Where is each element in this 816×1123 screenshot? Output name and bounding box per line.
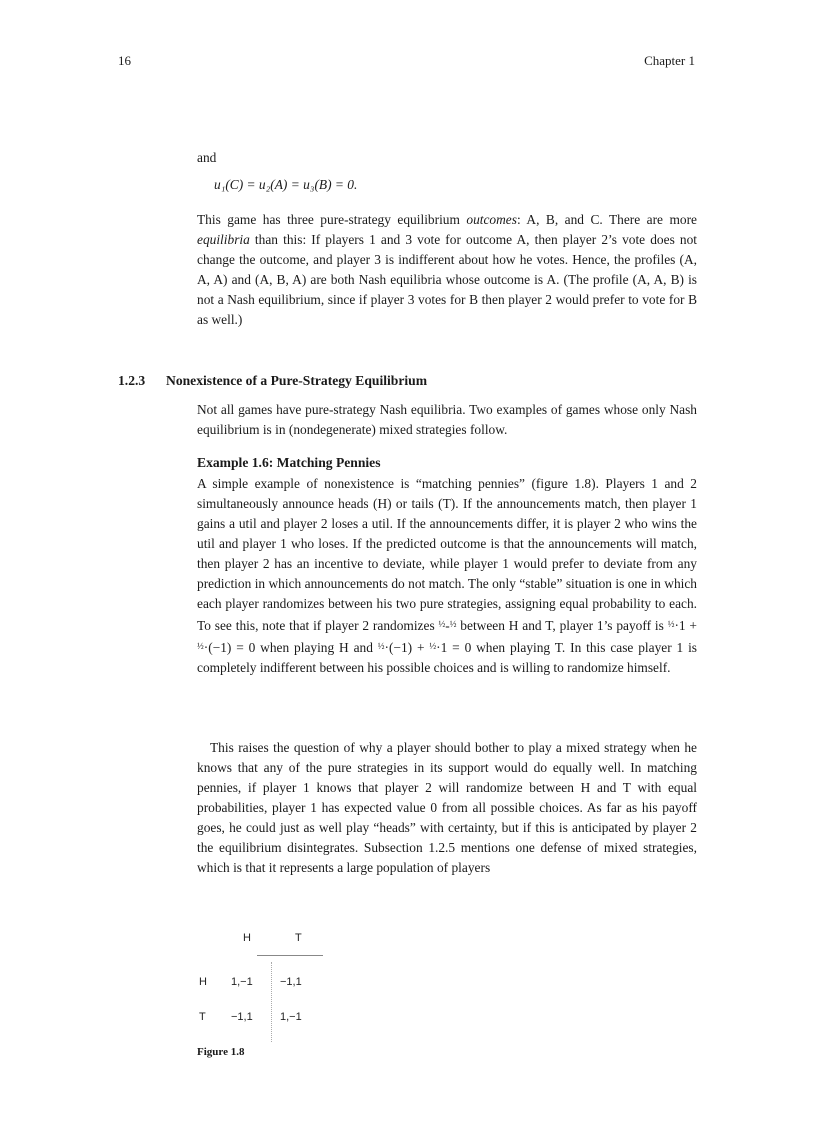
- matrix-cell-ht: −1,1: [280, 976, 302, 988]
- matrix-cell-hh: 1,−1: [231, 976, 253, 988]
- matrix-col-label-h: H: [243, 932, 251, 944]
- fraction-half: ½: [429, 641, 437, 651]
- paragraph-matching-pennies: A simple example of nonexistence is “matching pennies” (figure 1.8). Players 1 and 2 simultaneously announce heads (H) or tails (T). If the announcements match, then player 1 gains a util and player 2 loses a util. If the announcements differ, it is player 2 who wins the util and player 1 who loses. If the predicted outcome is that the announcements will match, then player 2 has an incentive to deviate, while player 1 would prefer to deviate from any prediction in which announcements do not match. The only “stable” situation is one in which each player randomizes between his two pure strategies, assigning equal probability to each. To see this, note that if player 2 randomizes $^{\frac{1}{2}}$-$^{\frac{1}{2}}$ between H and T, player 1’s payoff is $^{\frac{1}{2}}$·1 + $^{\frac{1}{2}}$·(−1) = 0 when playing H and $^{\frac{1}{2}}$·(−1) + $^{\frac{1}{2}}$·1 = 0 when playing T. In this case player 1 is completely indifferent between his possible choices and is willing to randomize himself.: [197, 476, 698, 675]
- payoff-matrix: [195, 932, 335, 1042]
- fraction-half: ½: [449, 619, 457, 629]
- matrix-row-label-t: T: [199, 1011, 206, 1023]
- matrix-column-divider: [271, 962, 272, 1042]
- chapter-label: Chapter 1: [644, 53, 695, 68]
- fraction-half: ½: [377, 641, 385, 651]
- section-number: 1.2.3: [118, 373, 146, 388]
- figure-caption: Figure 1.8: [197, 1046, 245, 1058]
- matrix-col-label-t: T: [295, 932, 302, 944]
- matrix-cell-th: −1,1: [231, 1011, 253, 1023]
- emphasis-equilibria: equilibria: [197, 232, 250, 247]
- example-title: Example 1.6: Matching Pennies: [197, 455, 381, 470]
- payoff-equation: u₁(C) = u₂(A) = u₃(B) = 0.: [214, 177, 358, 192]
- matrix-cell-tt: 1,−1: [280, 1011, 302, 1023]
- section-heading: [118, 373, 427, 389]
- paragraph-nonexistence: Not all games have pure-strategy Nash equilibria. Two examples of games whose only Nash equilibrium is in (nondegenerate) mixed strategies follow.: [197, 402, 697, 437]
- page-number: 16: [118, 53, 131, 68]
- fraction-half: ½: [667, 619, 675, 629]
- paragraph-mixed-strategy-question: This raises the question of why a player should bother to play a mixed strategy when he knows that any of the pure strategies in its support would do equally well. In matching pennies, if player 1 knows that player 2 will randomize between H and T with equal probabilities, player 1 has expected value 0 from all possible choices. As far as his payoff goes, he could just as well play “heads” with certainty, but if this is anticipated by player 2 the equilibrium disintegrates. Subsection 1.2.5 mentions one defense of mixed strategies, which is that it represents a large population of players: [197, 740, 697, 875]
- matrix-top-rule: [257, 955, 323, 956]
- paragraph-equilibrium-outcomes: This game has three pure-strategy equilibrium outcomes: A, B, and C. There are more equilibria than this: If players 1 and 3 vote for outcome A, then player 2’s vote does not change the outcome, and player 3 is indifferent about how he votes. Hence, the profiles (A, A, A) and (A, B, A) are both Nash equilibria whose outcome is A. (The profile (A, A, B) is not a Nash equilibrium, since if player 3 votes for B then player 2 would prefer to vote for B as well.): [197, 212, 697, 327]
- emphasis-outcomes: outcomes: [466, 212, 517, 227]
- section-title: Nonexistence of a Pure-Strategy Equilibrium: [166, 373, 428, 388]
- matrix-row-label-h: H: [199, 976, 207, 988]
- intro-and: and: [197, 150, 217, 165]
- fraction-half: ½: [438, 619, 446, 629]
- fraction-half: ½: [197, 641, 204, 651]
